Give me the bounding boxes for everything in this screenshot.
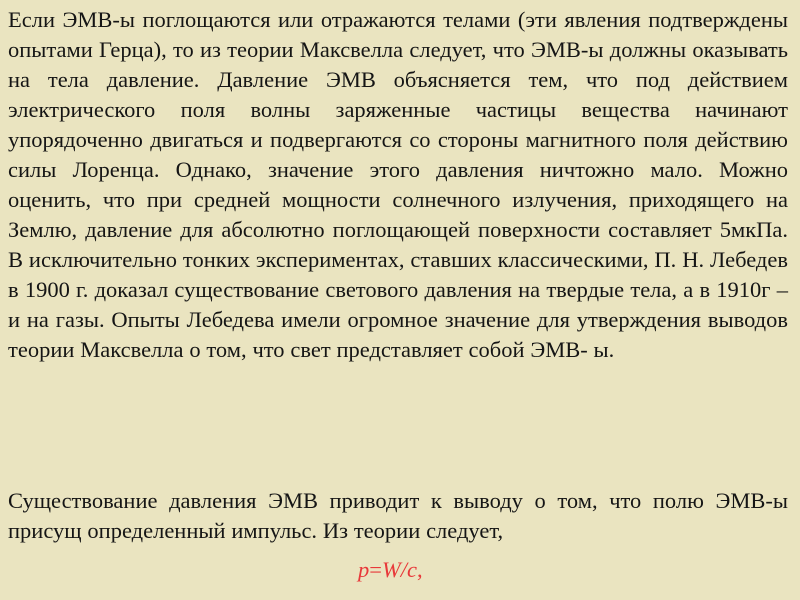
paragraph-momentum: Существование давления ЭМВ приводит к выводу о том, что полю ЭМВ-ы присущ определенный импульс. Из теории следует, — [8, 488, 788, 543]
momentum-formula — [358, 555, 423, 585]
formula-equals: = — [369, 557, 382, 582]
paragraph-radiation-pressure: Если ЭМВ-ы поглощаются или отражаются телами (эти явления подтверждены опытами Герца), то из теории Максвелла следует, что ЭМВ-ы должны оказывать на тела давление. Давление ЭМВ объясняется тем, что под действием электрического поля волны заряженные частицы вещества начинают упорядоченно двигаться и подвергаются со стороны магнитного поля действию силы Лоренца. Однако, значение этого давления ничтожно мало. Можно оценить, что при средней мощности солнечного излучения, приходящего на Землю, давление для абсолютно поглощающей поверхности составляет 5мкПа. В исключительно тонких экспериментах, ставших классическими, П. Н. Лебедев в 1900 г. доказал существование светового давления на твердые тела, а в 1910г – и на газы. Опыты Лебедева имели огромное значение для утверждения выводов теории Максвелла о том, что свет представляет собой ЭМВ- ы. — [8, 7, 788, 362]
formula-comma: , — [416, 557, 423, 582]
formula-rhs: W/c — [381, 557, 417, 582]
formula-lhs: p — [358, 557, 370, 582]
